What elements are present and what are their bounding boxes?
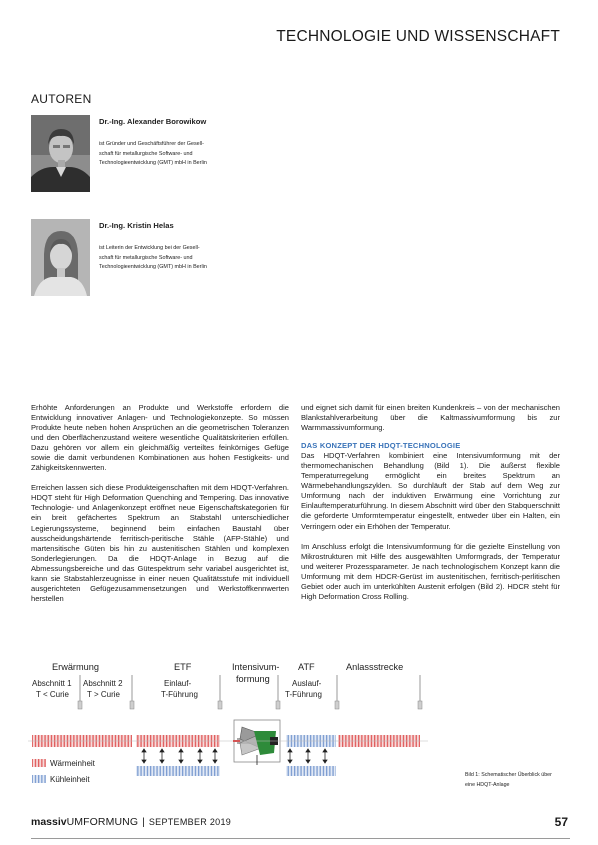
body-column-left	[31, 403, 289, 604]
label-abschnitt1-temp: T < Curie	[36, 690, 69, 699]
cooling-units-etf	[136, 766, 220, 776]
brand-massiv: massiv	[31, 816, 67, 828]
label-erwaermung: Erwärmung	[52, 662, 99, 672]
label-atf-sub2: T-Führung	[285, 690, 322, 699]
body-paragraph: und eignet sich damit für einen breiten Kundenkreis – von der mechanischen Blankstahlverarbeitung über die Kaltmassivumformung bis zur Warmmassivumformung.	[301, 403, 560, 433]
subheading: DAS KONZEPT DER HDQT-TECHNOLOGIE	[301, 441, 461, 451]
label-abschnitt1: Abschnitt 1	[32, 679, 72, 688]
author-bio-line: schaft für metallurgische Software- und	[99, 254, 193, 261]
label-intensiv1: Intensivum-	[232, 662, 280, 672]
page-number: 57	[554, 815, 568, 829]
author-bio-line: ist Leiterin der Entwicklung bei der Gesell-	[99, 245, 200, 251]
cooling-units-atf-lower	[286, 766, 336, 776]
issue-date: SEPTEMBER 2019	[148, 817, 232, 827]
author-bio-line: Technologieentwicklung (GMT) mbH in Berlin	[99, 264, 207, 270]
body-paragraph: Im Anschluss erfolgt die Intensivumformung für die gezielte Einstellung von Mikrostrukturen mit Hilfe des ausgewählten Umformgrads, der Temperatur und weiterer Prozessparameter. Je nach technologischem Konzept kann die Umformung mit dem HDCR-Gerüst im austenitischen, ferritisch-perlitischen Gebiet oder auch im unterkühlten Austenit erfolgen (Bild 2). HDCR steht für High Deformation Cross Rolling.	[301, 541, 560, 601]
label-abschnitt2-temp: T > Curie	[87, 690, 120, 699]
brand-umformung: UMFORMUNG	[66, 816, 139, 828]
author-bio	[99, 140, 264, 169]
legend-heat-label: Wärmeinheit	[50, 759, 95, 768]
label-etf: ETF	[174, 662, 192, 672]
author-name: Dr.-Ing. Alexander Borowikow	[99, 117, 207, 126]
figure-caption	[465, 770, 570, 790]
body-paragraph: Das HDQT-Verfahren kombiniert eine Intensivumformung mit der thermomechanischen Behandlung (Bild 1). Die äußerst flexible Temperaturregelung ermöglicht ein breites Spektrum an Wärmebehandlungszyklen. So durchläuft der Stab auf dem Weg zur Umformung nach der induktiven Erwärmung eine Vorrichtung zur Einlauftemperaturführung. In diesem Abschnitt wird über den Stabquerschnitt die geforderte Umformtemperatur eingestellt, entweder über ein Halten, ein Verringern oder ein Erhöhen der Temperatur.	[301, 451, 560, 531]
hdcr-forming-unit	[233, 720, 280, 765]
section-title: TECHNOLOGIE UND WISSENSCHAFT	[276, 28, 560, 45]
author-name: Dr.-Ing. Kristin Helas	[99, 221, 174, 230]
legend-cool-label: Kühleinheit	[50, 775, 90, 784]
author-photo-helas	[31, 219, 90, 296]
hdqt-plant-diagram	[28, 655, 428, 785]
label-abschnitt2: Abschnitt 2	[83, 679, 123, 688]
footer-divider	[31, 838, 570, 839]
body-paragraph: Erhöhte Anforderungen an Produkte und Werkstoffe erfordern die Entwicklung innovativer Anlagen- und Technologiekonzepte. So müssen Produkte heute neben hohen Ansprüchen an die geometrischen Toleranzen und den Oberflächenzustand weitere wesentliche Qualitätskriterien erfüllen. Dazu gehören vor allem ein gleichmäßig verteiltes feinkörniges Gefüge sowie die damit verbundenen Kombinationen aus hohen Festigkeits- und Zähigkeitskennwerten.	[31, 403, 289, 473]
label-anlassstrecke: Anlassstrecke	[346, 662, 404, 672]
figure-caption-line: Bild 1: Schematischer Überblick über	[465, 772, 552, 778]
authors-heading: AUTOREN	[31, 92, 92, 106]
footer-publication	[31, 816, 231, 828]
author-bio-line: schaft für metallurgische Software- und	[99, 150, 193, 157]
author-photo-borowikow	[31, 115, 90, 192]
body-paragraph: Erreichen lassen sich diese Produkteigenschaften mit dem HDQT-Verfahren. HDQT steht für High Deformation Quenching and Tempering. Das innovative Technologie- und Anlagenkonzept eröffnet neue Eigenschaftskategorien für ein breit gefächertes Spektrum an Stabstahl unterschiedlicher Legierungssysteme, beginnend beim einfachen Baustahl über ausscheidungshärtende ferritisch-peritische Stähle (AFP-Stähle) und martensitische Güten bis hin zu austenitischen Stählen und komplexen Sonderlegierungen. Da die HDQT-Anlage in Bezug auf die Abmessungsbereiche und das Gütespektrum sehr variabel ausgerichtet ist, kann sie Stabstahlerzeugnisse in einer neuen Qualitätsstufe mit individuell ausgerichteten Gefügezusammensetzungen und Werkstoffkennwerten herstellen	[31, 483, 289, 603]
label-etf-sub1: Einlauf-	[164, 679, 192, 688]
body-column-right	[301, 403, 560, 602]
author-bio-line: ist Gründer und Geschäftsführer der Gesell-	[99, 141, 204, 147]
author-bio	[99, 244, 264, 273]
author-bio-line: Technologieentwicklung (GMT) mbH in Berlin	[99, 160, 207, 166]
label-etf-sub2: T-Führung	[161, 690, 198, 699]
footer-separator: |	[142, 816, 145, 828]
legend-heat-swatch	[32, 759, 46, 767]
legend-cool-swatch	[32, 775, 46, 783]
label-atf-sub1: Auslauf-	[292, 679, 322, 688]
label-intensiv2: formung	[236, 674, 270, 684]
figure-caption-line: eine HDQT-Anlage	[465, 782, 510, 788]
label-atf: ATF	[298, 662, 315, 672]
